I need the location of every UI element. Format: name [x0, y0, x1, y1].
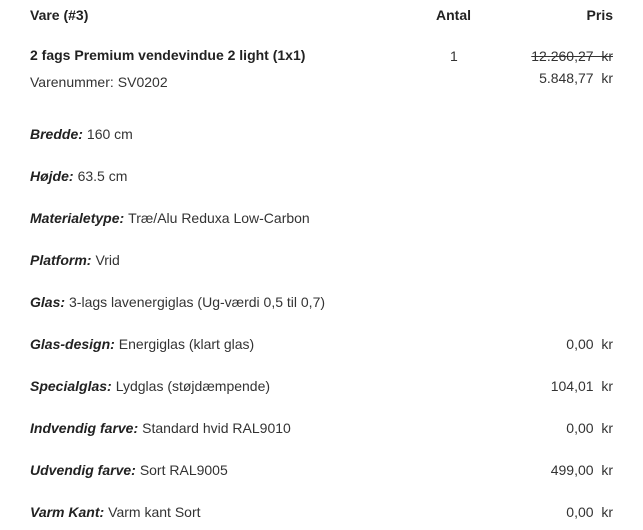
option-label: Udvendig farve: — [30, 462, 136, 478]
option-row-width — [0, 126, 643, 150]
option-label: Indvendig farve: — [30, 420, 139, 436]
option-value: 160 cm — [86, 126, 133, 142]
product-row — [0, 40, 643, 100]
option-label: Varm Kant: — [30, 504, 105, 520]
option-price: 499,00 kr — [550, 462, 613, 478]
option-row-warm-edge — [0, 504, 643, 528]
product-quantity: 1 — [450, 48, 458, 64]
option-price: 0,00 kr — [566, 504, 613, 520]
option-value: Vrid — [95, 252, 120, 268]
option-label: Materialetype: — [30, 210, 125, 226]
option-value: Lydglas (støjdæmpende) — [115, 378, 271, 394]
sku-value: SV0202 — [117, 74, 168, 90]
sku-label: Varenummer: — [30, 74, 114, 90]
option-row-material — [0, 210, 643, 234]
option-label: Platform: — [30, 252, 92, 268]
option-price: 0,00 kr — [566, 420, 613, 436]
table-header — [0, 0, 643, 30]
option-row-glass — [0, 294, 643, 318]
option-label: Højde: — [30, 168, 74, 184]
option-row-platform — [0, 252, 643, 276]
original-price: 12.260,27 kr — [531, 48, 613, 64]
column-header-quantity: Antal — [436, 7, 471, 23]
column-header-item: Vare (#3) — [30, 7, 89, 23]
option-row-height — [0, 168, 643, 192]
option-value: Energiglas (klart glas) — [118, 336, 255, 352]
column-header-price: Pris — [586, 7, 613, 23]
option-value: Træ/Alu Reduxa Low-Carbon — [128, 210, 310, 226]
option-row-exterior-color — [0, 462, 643, 486]
option-label: Glas: — [30, 294, 66, 310]
option-label: Glas-design: — [30, 336, 115, 352]
option-value: Sort RAL9005 — [139, 462, 228, 478]
option-row-glass-design — [0, 336, 643, 360]
option-price: 104,01 kr — [550, 378, 613, 394]
option-row-interior-color — [0, 420, 643, 444]
current-price: 5.848,77 kr — [539, 70, 613, 86]
product-name: 2 fags Premium vendevindue 2 light (1x1) — [30, 47, 306, 63]
option-value: 3-lags lavenergiglas (Ug-værdi 0,5 til 0,7) — [69, 294, 326, 310]
option-value: 63.5 cm — [77, 168, 128, 184]
option-value: Standard hvid RAL9010 — [142, 420, 291, 436]
option-row-special-glass — [0, 378, 643, 402]
product-sku — [30, 74, 168, 90]
option-price: 0,00 kr — [566, 336, 613, 352]
option-value: Varm kant Sort — [108, 504, 201, 520]
option-label: Specialglas: — [30, 378, 112, 394]
option-label: Bredde: — [30, 126, 83, 142]
